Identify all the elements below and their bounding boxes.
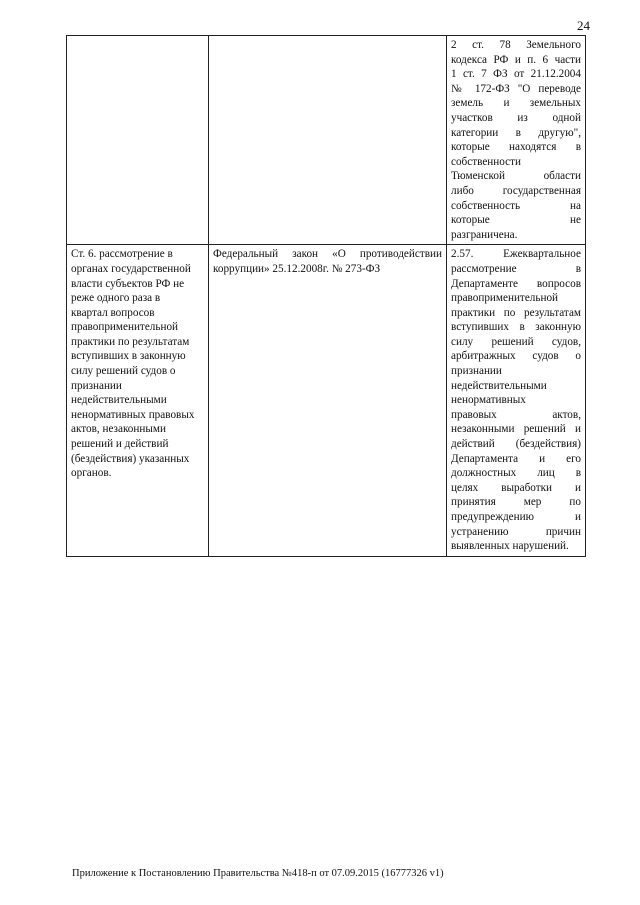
text-line: Департаменте вопросов	[451, 277, 581, 290]
text-line: незаконными решений и	[451, 423, 581, 436]
text-line: рассмотрение в	[451, 262, 581, 275]
text-line: квартал вопросов	[71, 306, 155, 319]
text-line: органах государственной	[71, 262, 191, 275]
text-line: 1 ст. 7 ФЗ от 21.12.2004	[451, 68, 581, 81]
cell-law	[209, 245, 447, 556]
text-line: власти субъектов РФ не	[71, 277, 185, 290]
text-line: признании	[71, 379, 122, 392]
text-line: кодекса РФ и п. 6 части	[451, 53, 581, 66]
text-line: собственности	[451, 155, 521, 168]
text-line: практики по результатам	[451, 306, 581, 319]
text-line: решений и действий	[71, 438, 169, 451]
cell-measure	[447, 245, 586, 556]
cell-article	[67, 36, 209, 245]
text-line: действий (бездействия)	[451, 438, 581, 451]
text-line: недействительными	[451, 379, 547, 392]
text-line: вступивших в законную	[451, 321, 581, 334]
text-line: земель и земельных	[451, 97, 581, 110]
text-line: правовых актов,	[451, 408, 581, 421]
cell-law	[209, 36, 447, 245]
table-row	[67, 36, 586, 245]
text-line: предупреждению и	[451, 511, 581, 523]
text-line: Департамента и его	[451, 452, 581, 465]
text-line: актов, незаконными	[71, 423, 166, 436]
cell-article	[67, 245, 209, 556]
text-line: которые не	[451, 214, 581, 227]
text-line: реже одного раза в	[71, 292, 161, 305]
text-line: органов.	[71, 467, 112, 480]
text-line: ненормативных правовых	[71, 408, 195, 421]
text-line: № 172-ФЗ "О переводе	[451, 82, 581, 95]
text-line: Федеральный закон «О противодействии	[213, 248, 442, 261]
text-line: правоприменительной	[71, 321, 179, 334]
text-line: правоприменительной	[451, 292, 559, 305]
text-line: устранению причин	[451, 525, 581, 538]
text-line: которые находятся в	[451, 141, 581, 154]
text-line: принятия мер по	[451, 496, 581, 509]
text-line: категории в другую",	[451, 126, 581, 139]
text-line: должностных лиц в	[451, 467, 581, 480]
text-line: ненормативных	[451, 394, 526, 407]
page-number: 24	[577, 18, 590, 33]
document-table	[66, 35, 586, 557]
text-line: собственность на	[451, 199, 581, 212]
table-row	[67, 245, 586, 556]
text-line: либо государственная	[451, 184, 581, 197]
text-line: целях выработки и	[451, 481, 581, 494]
text-line: практики по результатам	[71, 335, 190, 348]
text-line: участков из одной	[451, 111, 581, 124]
text-line: (бездействия) указанных	[71, 452, 190, 465]
text-line: признании	[451, 365, 502, 378]
text-line: Тюменской области	[451, 170, 581, 183]
text-line: 2.57. Ежеквартальное	[451, 248, 581, 261]
text-line: разграничена.	[451, 228, 518, 241]
text-line: вступивших в законную	[71, 350, 186, 363]
text-line: коррупции» 25.12.2008г. № 273-ФЗ	[213, 262, 381, 275]
text-line: силу решений судов о	[71, 365, 176, 378]
cell-measure	[447, 36, 586, 245]
text-line: арбитражных судов о	[451, 350, 581, 363]
text-line: силу решений судов,	[451, 335, 581, 348]
text-line: выявленных нарушений.	[451, 540, 569, 553]
text-line: недействительными	[71, 394, 167, 407]
text-line: 2 ст. 78 Земельного	[451, 39, 581, 51]
footer-note: Приложение к Постановлению Правительства №418-п от 07.09.2015 (16777326 v1)	[72, 868, 444, 879]
text-line: Ст. 6. рассмотрение в	[71, 248, 173, 261]
